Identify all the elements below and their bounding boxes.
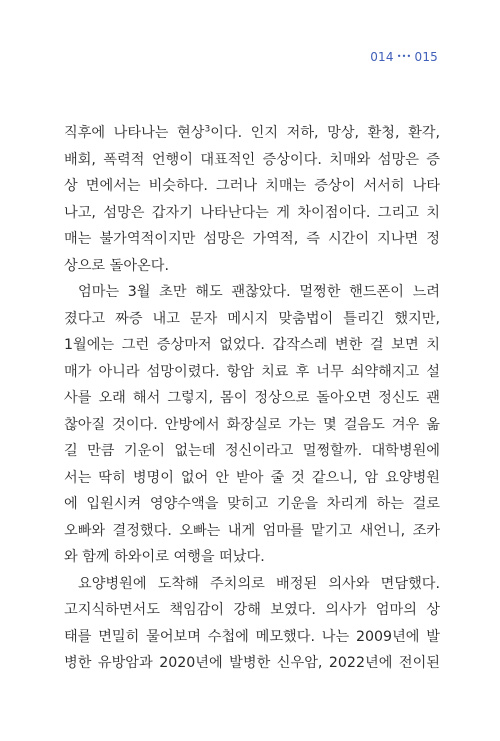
text-line: 서는 딱히 병명이 없어 안 받아 줄 것 같으니, 암 요양병원 xyxy=(64,469,440,486)
page-number-left: 014 xyxy=(370,50,394,64)
text-line: 요양병원에 도착해 주치의로 배정된 의사와 면담했다. xyxy=(78,575,440,592)
text-line: 병한 유방암과 2020년에 발병한 신우암, 2022년에 전이된 xyxy=(64,655,440,671)
text-line: 와 함께 하와이로 여행을 떠났다. xyxy=(64,549,265,565)
text-line: 나고, 섬망은 갑자기 나타난다는 게 차이점이다. 그리고 치 xyxy=(64,204,440,221)
text-line: 1월에는 그런 증상마저 없었다. 갑작스레 변한 걸 보면 치 xyxy=(64,337,440,353)
page-number-right: 015 xyxy=(414,50,438,64)
text-line: 매는 불가역적이지만 섬망은 가역적, 즉 시간이 지나면 정 xyxy=(64,231,440,247)
page-number-header xyxy=(370,50,438,64)
page-separator: ••• xyxy=(396,52,412,61)
text-line-part: 직후에 나타나는 현상 xyxy=(64,125,205,141)
text-line: 배회, 폭력적 언행이 대표적인 증상이다. 치매와 섬망은 증 xyxy=(64,151,440,168)
text-line: 길 만큼 기운이 없는데 정신이라고 멀쩡할까. 대학병원에 xyxy=(64,443,440,459)
text-line: 오빠와 결정했다. 오빠는 내게 엄마를 맡기고 새언니, 조카 xyxy=(64,522,440,539)
text-line: 사를 오래 해서 그렇지, 몸이 정상으로 돌아오면 정신도 괜 xyxy=(64,390,440,406)
text-line xyxy=(64,120,440,147)
text-line: 상 면에서는 비슷하다. 그러나 치매는 증상이 서서히 나타 xyxy=(64,178,440,194)
text-line: 졌다고 짜증 내고 문자 메시지 맞춤법이 틀리긴 했지만, xyxy=(64,310,440,327)
footnote-marker: 3 xyxy=(204,124,211,135)
body-text xyxy=(64,120,440,677)
text-line: 태를 면밀히 물어보며 수첩에 메모했다. 나는 2009년에 발 xyxy=(64,628,440,645)
text-line: 고지식하면서도 책임감이 강해 보였다. 의사가 엄마의 상 xyxy=(64,602,440,618)
text-line: 매가 아니라 섬망이렸다. 항암 치료 후 너무 쇠약해지고 설 xyxy=(64,363,440,380)
text-line: 엄마는 3월 초만 해도 괜찮았다. 멀쩡한 핸드폰이 느려 xyxy=(78,284,440,300)
text-line: 상으로 돌아온다. xyxy=(64,257,169,274)
text-line-part: 이다. 인지 저하, 망상, 환청, 환각, xyxy=(210,125,440,141)
text-line: 찮아질 것이다. 안방에서 화장실로 가는 몇 걸음도 겨우 옮 xyxy=(64,416,440,433)
text-line: 에 입원시켜 영양수액을 맞히고 기운을 차리게 하는 걸로 xyxy=(64,496,440,512)
